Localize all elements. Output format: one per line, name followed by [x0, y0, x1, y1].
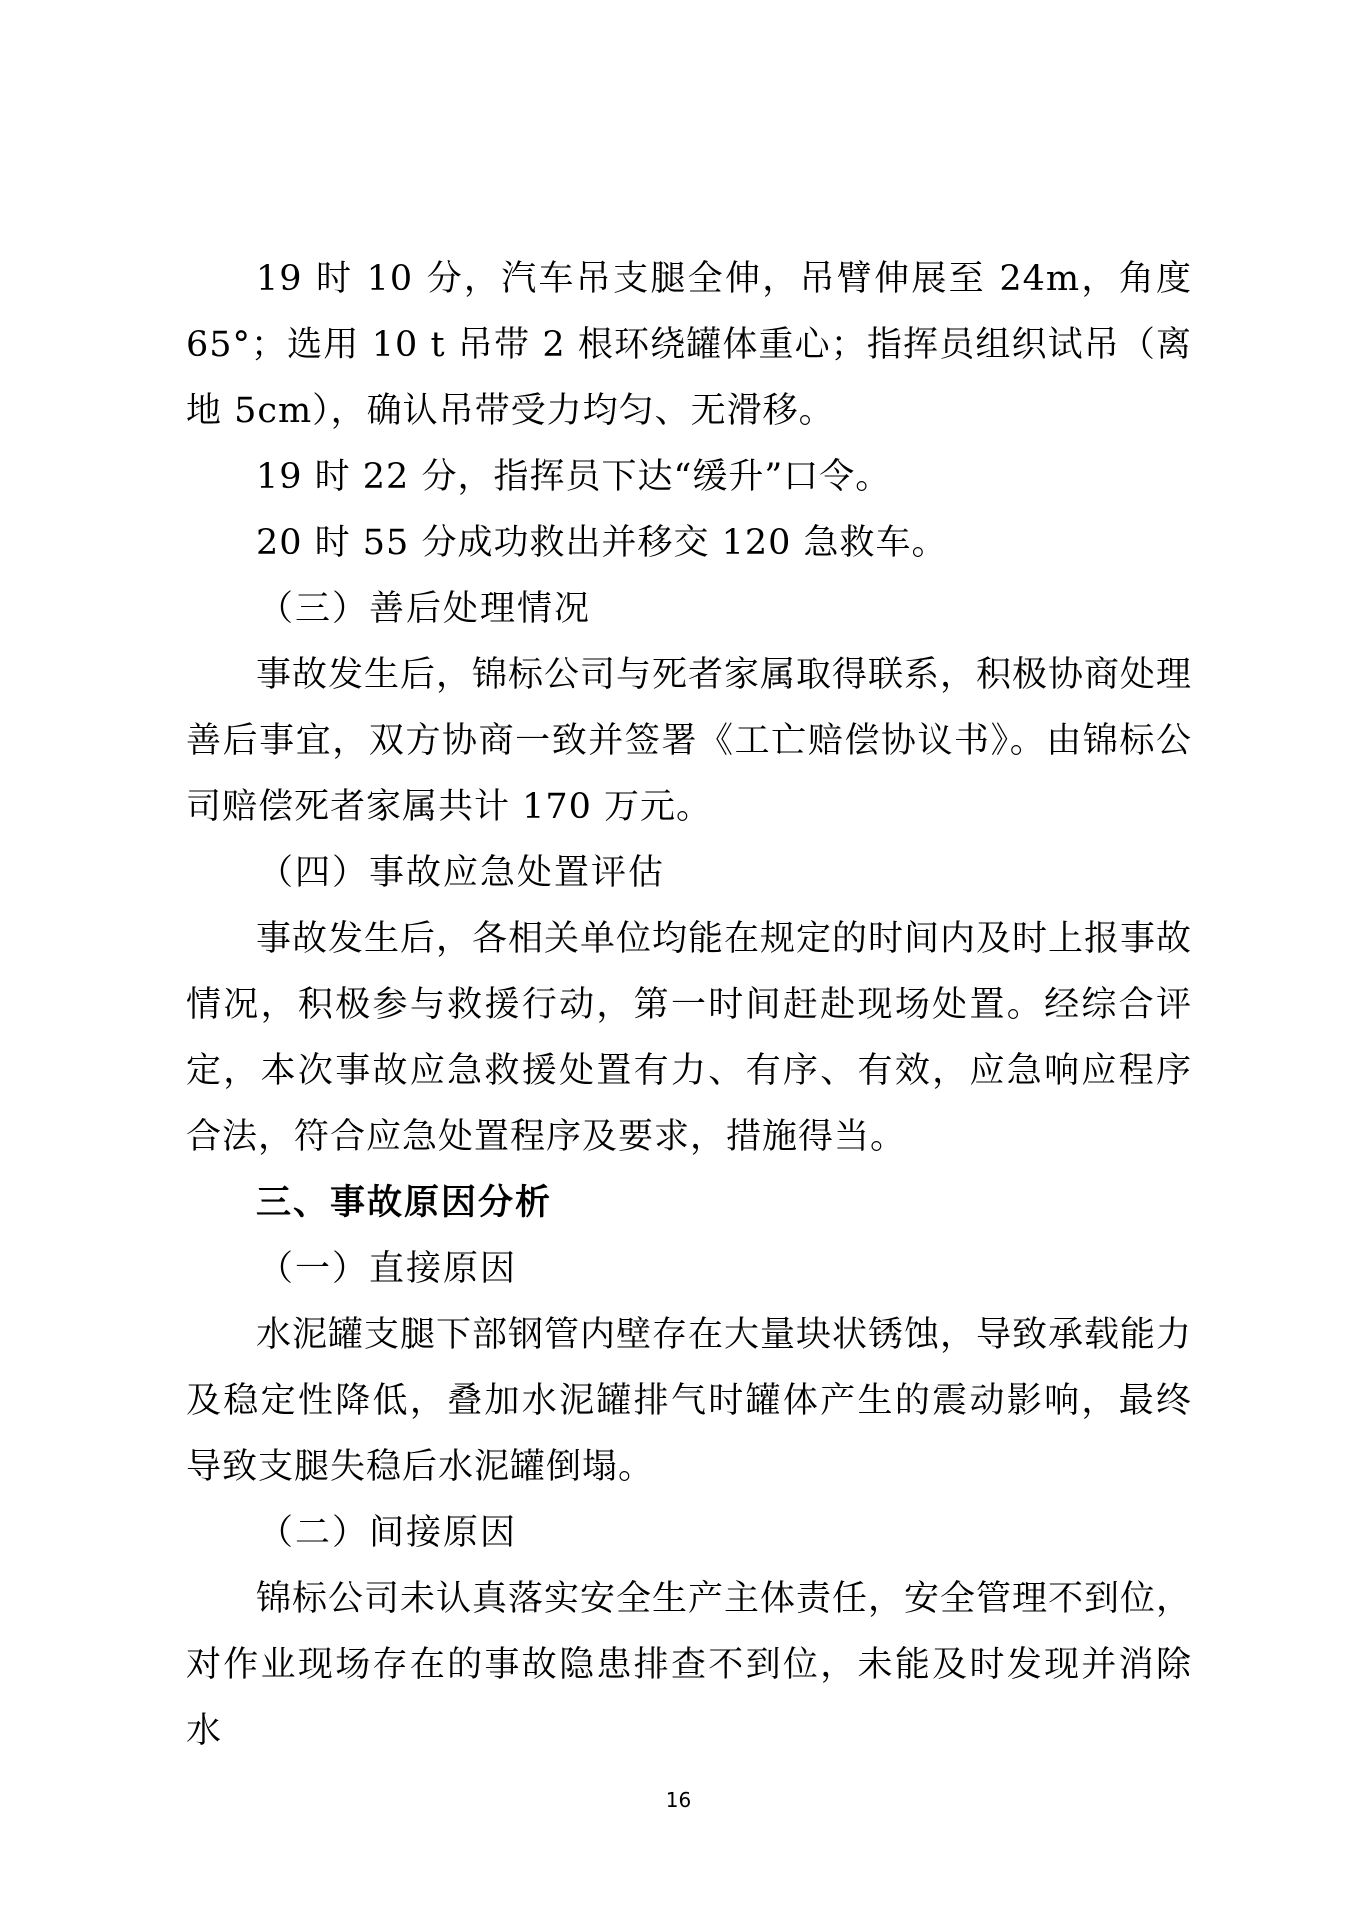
subheading-indirect-cause: （二）间接原因 — [258, 1513, 518, 1553]
paragraph-lifting-prep: 19 时 10 分，汽车吊支腿全伸，吊臂伸展至 24m，角度 65°；选用 10 t 吊带 2 根环绕罐体重心；指挥员组织试吊（离地 5cm），确认吊带受力均匀、无滑移。 — [186, 259, 1192, 431]
paragraph-emergency-evaluation: 事故发生后，各相关单位均能在规定的时间内及时上报事故情况，积极参与救援行动，第一时间赶赴现场处置。经综合评定，本次事故应急救援处置有力、有序、有效，应急响应程序合法，符合应急处置程序及要求，措施得当。 — [186, 919, 1193, 1157]
subheading-direct-cause: （一）直接原因 — [258, 1249, 518, 1289]
subheading-emergency-evaluation: （四）事故应急处置评估 — [258, 853, 666, 893]
section-heading-cause-analysis: 三、事故原因分析 — [256, 1183, 553, 1223]
page-number: 16 — [665, 1788, 692, 1812]
paragraph-rescue-complete: 20 时 55 分成功救出并移交 120 急救车。 — [256, 523, 948, 563]
paragraph-compensation: 事故发生后，锦标公司与死者家属取得联系，积极协商处理善后事宜，双方协商一致并签署《工亡赔偿协议书》。由锦标公司赔偿死者家属共计 170 万元。 — [186, 655, 1193, 827]
subheading-aftermath: （三）善后处理情况 — [258, 589, 592, 629]
body-text — [186, 246, 1192, 1764]
paragraph-direct-cause: 水泥罐支腿下部钢管内壁存在大量块状锈蚀，导致承载能力及稳定性降低，叠加水泥罐排气时罐体产生的震动影响，最终导致支腿失稳后水泥罐倒塌。 — [186, 1315, 1193, 1487]
paragraph-slow-lift-order: 19 时 22 分，指挥员下达“缓升”口令。 — [256, 457, 892, 497]
paragraph-indirect-cause: 锦标公司未认真落实安全生产主体责任，安全管理不到位，对作业现场存在的事故隐患排查不到位，未能及时发现并消除水 — [186, 1579, 1193, 1751]
